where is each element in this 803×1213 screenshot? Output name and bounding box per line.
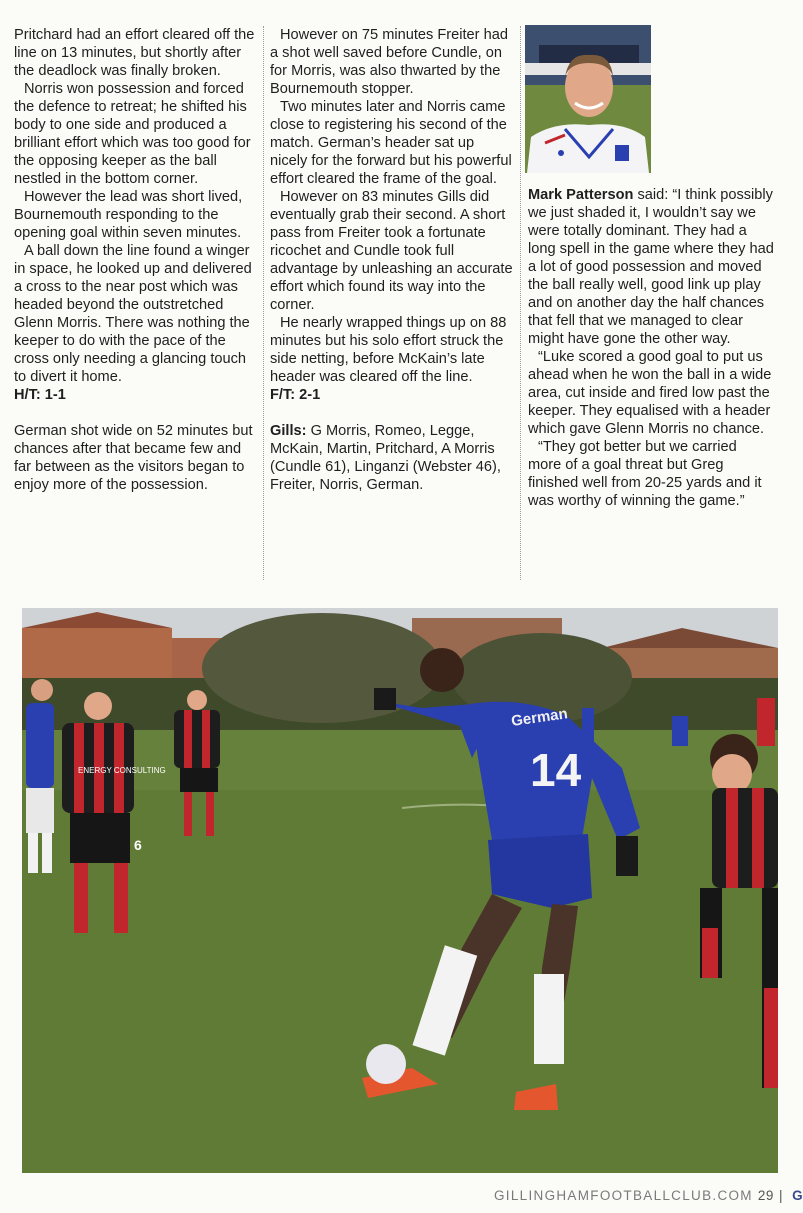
lineup-players: G Morris, Romeo, Legge, McKain, Martin, Pritchard, A Morris (Cundle 61), Linganzi (Webster 46), Freiter, Norris, German. xyxy=(270,423,501,493)
paragraph: Two minutes later and Norris came close to registering his second of the match. German’s header sat up nicely for the forward but his powerful effort cleared the frame of the goal. xyxy=(270,99,512,187)
fulltime-score: F/T: 2-1 xyxy=(270,387,321,403)
article-column-1 xyxy=(14,26,258,494)
halftime-score: H/T: 1-1 xyxy=(14,387,66,403)
club-crest-icon: G xyxy=(792,1188,803,1203)
paragraph: German shot wide on 52 minutes but chances after that became few and far between as the visitors began to enjoy more of the possession. xyxy=(14,423,253,493)
paragraph: However on 83 minutes Gills did eventually grab their second. A short pass from Freiter took a fortunate ricochet and Cundle took full advantage by unleashing an accurate effort which found its way into the corner. xyxy=(270,189,513,313)
speaker-name: Mark Patterson xyxy=(528,187,634,203)
article-column-3 xyxy=(528,186,774,510)
lineup-label: Gills: xyxy=(270,423,307,439)
paragraph: He nearly wrapped things up on 88 minutes but his solo effort struck the side netting, before McKain’s late header was cleared off the line. xyxy=(270,315,507,385)
column-divider xyxy=(520,26,521,580)
paragraph: However the lead was short lived, Bournemouth responding to the opening goal within seven minutes. xyxy=(14,189,243,241)
shirt-name: German xyxy=(510,705,569,730)
paragraph: A ball down the line found a winger in space, he looked up and delivered a cross to the near post which was headed beyond the outstretched Glenn Morris. There was nothing the keeper to do with the pace of the cross only needing a glancing touch to divert it home. xyxy=(14,243,252,385)
shorts-number: 6 xyxy=(134,837,142,853)
manager-portrait xyxy=(525,25,651,173)
quote-paragraph: “They got better but we carried more of a goal threat but Greg finished well from 20-25 yards and it was worthy of winning the game.” xyxy=(528,439,762,509)
match-photo xyxy=(22,608,778,1173)
page-footer: GILLINGHAMFOOTBALLCLUB.COM 29 | G xyxy=(494,1188,803,1203)
article-column-2 xyxy=(270,26,513,494)
quote-paragraph: “Luke scored a good goal to put us ahead when he won the ball in a wide area, cut inside and fired low past the keeper. They equalised with a header which gave Glenn Morris no chance. xyxy=(528,349,772,437)
paragraph: Norris won possession and forced the defence to retreat; he shifted his body to one side and produced a brilliant effort which was too good for the opposing keeper as the ball nestled in the bottom corner. xyxy=(14,81,251,187)
shirt-number: 14 xyxy=(530,744,582,796)
page-number: 29 xyxy=(757,1188,774,1203)
paragraph: Pritchard had an effort cleared off the line on 13 minutes, but shortly after the deadlock was finally broken. xyxy=(14,27,255,79)
shirt-sponsor: ENERGY CONSULTING xyxy=(78,766,166,775)
column-divider xyxy=(263,26,264,580)
paragraph: However on 75 minutes Freiter had a shot well saved before Cundle, on for Morris, was also thwarted by the Bournemouth stopper. xyxy=(270,27,508,97)
footer-site: GILLINGHAMFOOTBALLCLUB.COM xyxy=(494,1188,753,1203)
team-lineup xyxy=(270,422,513,494)
quote-paragraph: Mark Patterson said: “I think possibly we just shaded it, I wouldn’t say we were totally dominant. They had a long spell in the game where they had a lot of good possession and moved the ball really well, good link up play and on another day the half chances that fell that we managed to clear might have gone the other way. xyxy=(528,187,774,347)
